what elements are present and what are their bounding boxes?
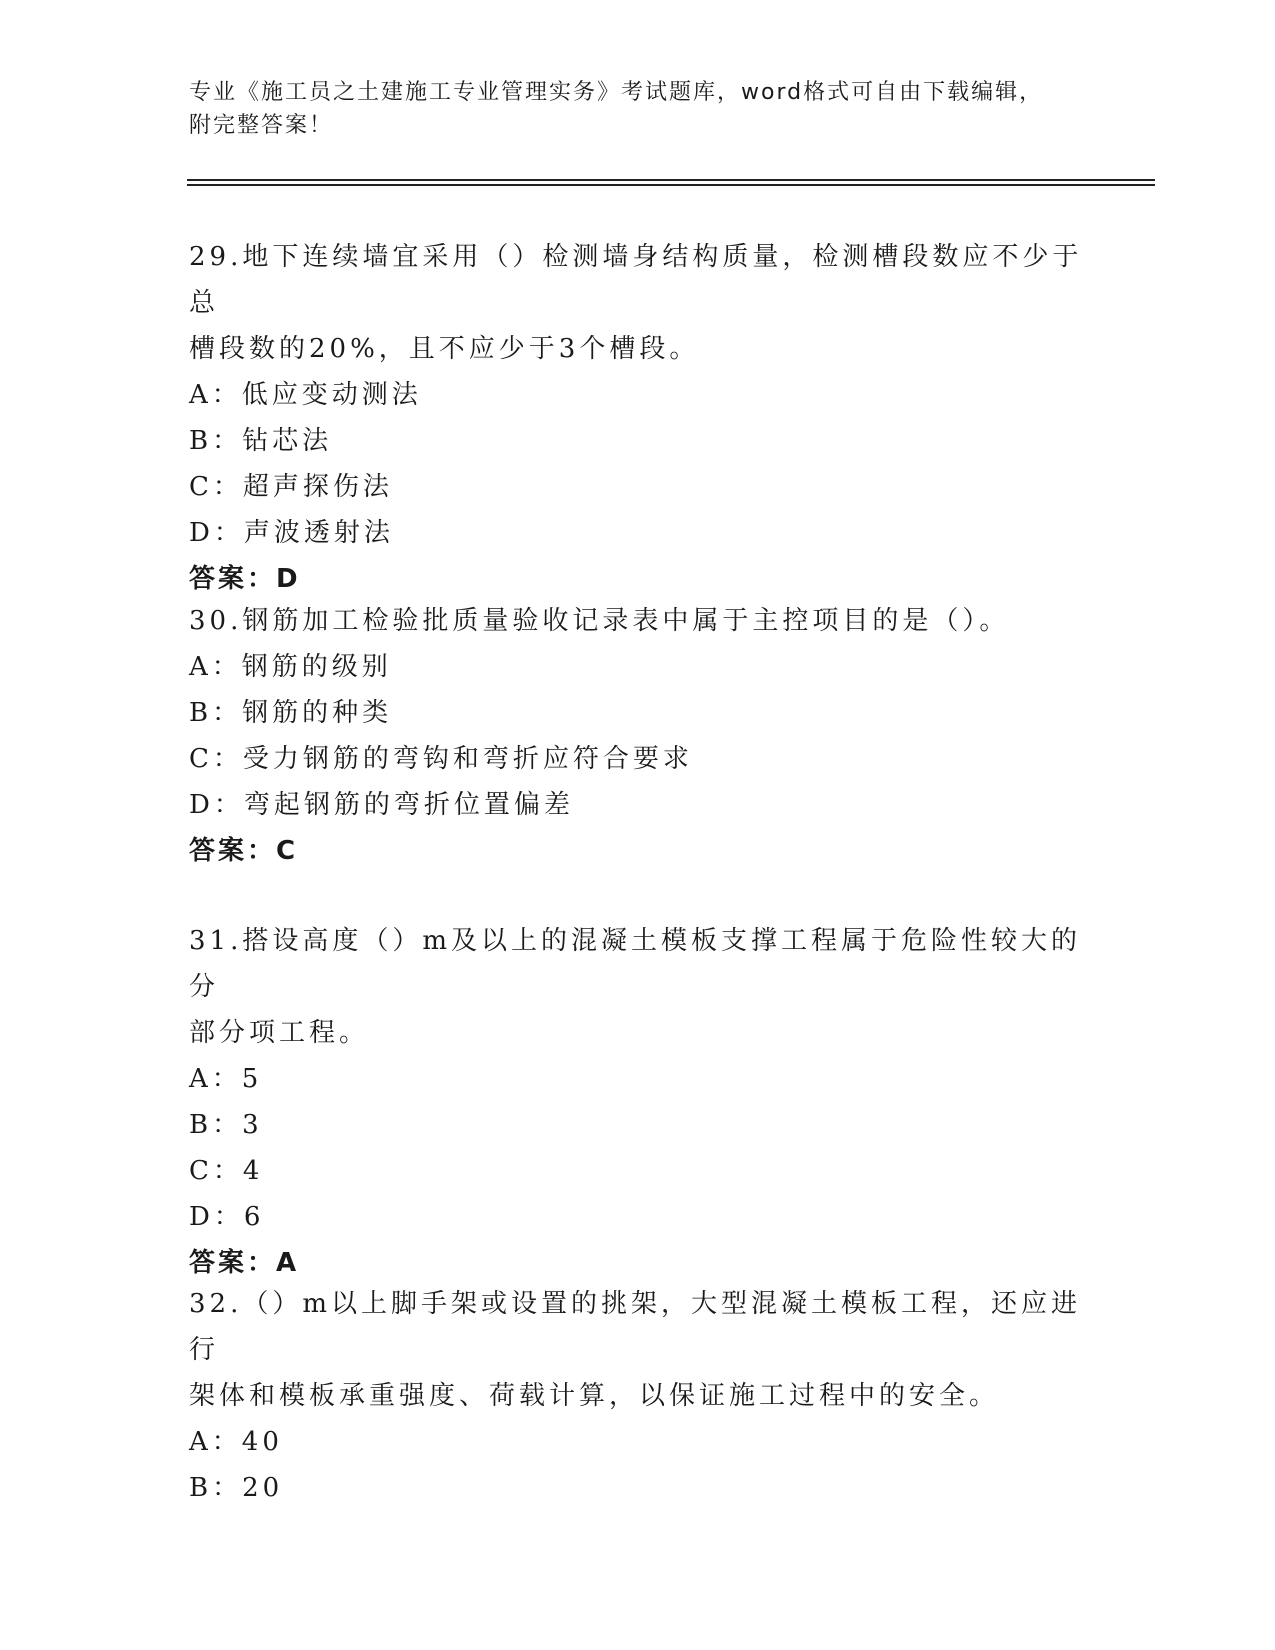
option-c: C：4 [189,1156,264,1186]
question-stem-continued: 部分项工程。 [189,1018,370,1048]
question-30 [189,598,1089,874]
option-b: B：钻芯法 [189,426,333,456]
option-b: B：3 [189,1110,263,1140]
question-32 [189,1281,1089,1511]
option-b: B：20 [189,1473,284,1503]
question-29 [189,234,1089,602]
question-31 [189,918,1089,1286]
option-b: B：钢筋的种类 [189,698,393,728]
question-stem-continued: 架体和模板承重强度、荷载计算，以保证施工过程中的安全。 [189,1381,1000,1411]
option-d: D：弯起钢筋的弯折位置偏差 [189,790,574,820]
header-divider-top [187,179,1155,181]
question-stem-continued: 槽段数的20%，且不应少于3个槽段。 [189,334,700,364]
option-c: C：受力钢筋的弯钩和弯折应符合要求 [189,744,693,774]
question-stem: 30.钢筋加工检验批质量验收记录表中属于主控项目的是（）。 [189,606,1010,636]
answer: 答案：D [189,564,301,594]
question-stem: 32.（）m以上脚手架或设置的挑架，大型混凝土模板工程，还应进行 [189,1289,1082,1365]
question-stem: 31.搭设高度（）m及以上的混凝土模板支撑工程属于危险性较大的分 [189,926,1082,1002]
option-c: C：超声探伤法 [189,472,393,502]
option-d: D：6 [189,1202,265,1232]
header-line-1: 专业《施工员之土建施工专业管理实务》考试题库，word格式可自由下载编辑， [189,80,1044,105]
option-a: A：5 [189,1064,263,1094]
question-stem: 29.地下连续墙宜采用（）检测墙身结构质量，检测槽段数应不少于总 [189,242,1083,318]
answer: 答案：A [189,1248,300,1278]
option-d: D：声波透射法 [189,518,394,548]
header-line-2: 附完整答案！ [189,113,334,138]
option-a: A：钢筋的级别 [189,652,392,682]
option-a: A：低应变动测法 [189,380,422,410]
option-a: A：40 [189,1427,283,1457]
answer: 答案：C [189,836,299,866]
header-divider-bottom [187,184,1155,186]
document-header [189,76,1069,142]
